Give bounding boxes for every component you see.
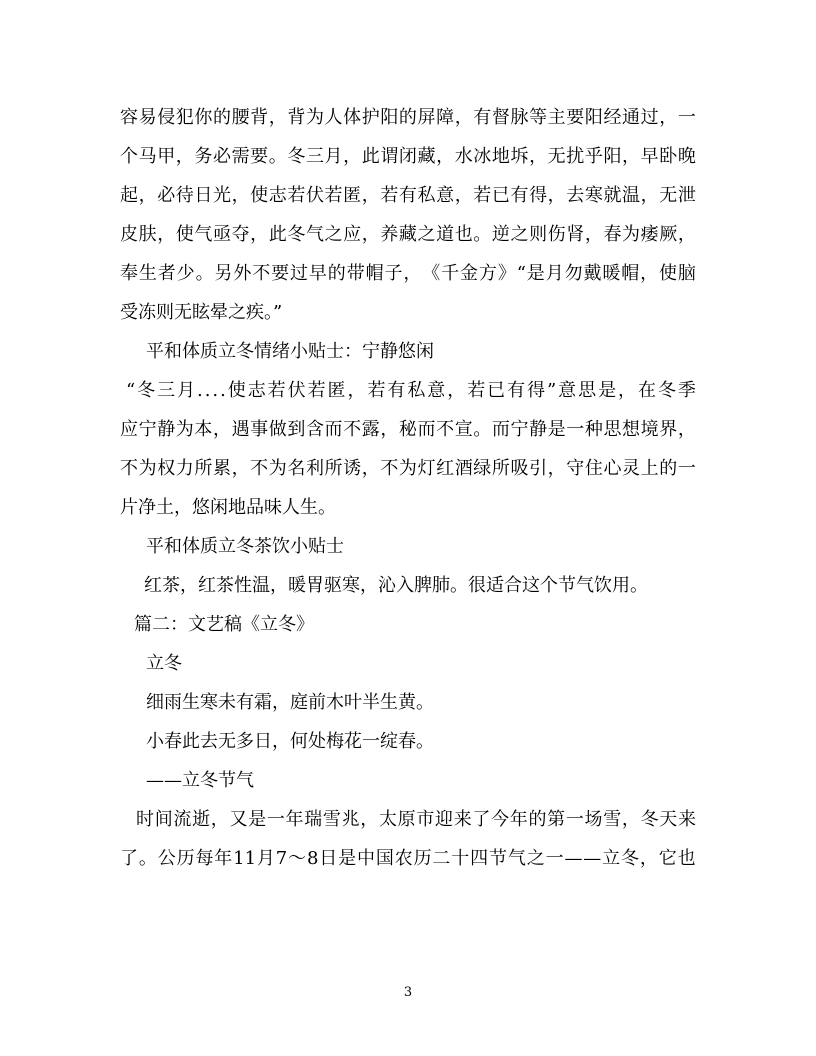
paragraph-line: 时 间 流 逝 ， 又 是 一 年 瑞 雪 兆 ， 太 原 市 迎 来 了 今 年 的 第 一 场 雪 ， 冬 天 来 bbox=[136, 809, 696, 830]
paragraph-line: 受冻则无眩晕之疾。” bbox=[120, 302, 283, 323]
paragraph-line: 个 马 甲 ， 务 必 需 要 。 冬 三 月 ， 此 谓 闭 藏 ， 水 冰 地 坼 ， 无 扰 乎 阳 ， 早 卧 晚 bbox=[120, 146, 696, 167]
poem-line: 小春此去无多日，何处梅花一绽春。 bbox=[146, 731, 434, 752]
paragraph-line: 应 宁 静 为 本 ， 遇 事 做 到 含 而 不 露 ， 秘 而 不 宣 。 而 宁 静 是 一 种 思 想 境 界 ， bbox=[120, 419, 696, 440]
poem-line: 细雨生寒未有霜，庭前木叶半生黄。 bbox=[146, 692, 434, 713]
paragraph-line: 红茶，红茶性温，暖胃驱寒，沁入脾肺。很适合这个节气饮用。 bbox=[144, 575, 648, 596]
section-heading: 平和体质立冬情绪小贴士：宁静悠闲 bbox=[146, 341, 434, 362]
paragraph-line: “ 冬 三 月 . . . . 使 志 若 伏 若 匿 ， 若 有 私 意 ， 若 已 有 得 ” 意 思 是 ， 在 冬 季 bbox=[126, 380, 696, 401]
paragraph-line: 容 易 侵 犯 你 的 腰 背 ， 背 为 人 体 护 阳 的 屏 障 ， 有 督 脉 等 主 要 阳 经 通 过 ， 一 bbox=[120, 107, 696, 128]
poem-title: 立冬 bbox=[146, 653, 182, 674]
chapter-heading: 篇二：文艺稿《立冬》 bbox=[134, 614, 314, 635]
paragraph-line: 起 ， 必 待 日 光 ， 使 志 若 伏 若 匿 ， 若 有 私 意 ， 若 已 有 得 ， 去 寒 就 温 ， 无 泄 bbox=[120, 185, 696, 206]
poem-attribution: ——立冬节气 bbox=[146, 770, 254, 791]
paragraph-line: 不 为 权 力 所 累 ， 不 为 名 利 所 诱 ， 不 为 灯 红 酒 绿 所 吸 引 ， 守 住 心 灵 上 的 一 bbox=[120, 458, 696, 479]
paragraph-line: 了 。 公 历 每 年 11 月 7 ～ 8 日 是 中 国 农 历 二 十 四 节 气 之 一 — — 立 冬 ， 它 也 bbox=[120, 848, 696, 869]
paragraph-line: 片净土，悠闲地品味人生。 bbox=[120, 497, 336, 518]
paragraph-line: 皮 肤 ， 使 气 亟 夺 ， 此 冬 气 之 应 ， 养 藏 之 道 也 。 逆 之 则 伤 肾 ， 春 为 痿 厥 ， bbox=[120, 224, 696, 245]
paragraph-line: 奉 生 者 少 。 另 外 不 要 过 早 的 带 帽 子 ， 《 千 金 方 》 “ 是 月 勿 戴 暖 帽 ， 使 脑 bbox=[120, 263, 696, 284]
page-number: 3 bbox=[403, 985, 413, 1000]
section-heading: 平和体质立冬茶饮小贴士 bbox=[146, 536, 344, 557]
